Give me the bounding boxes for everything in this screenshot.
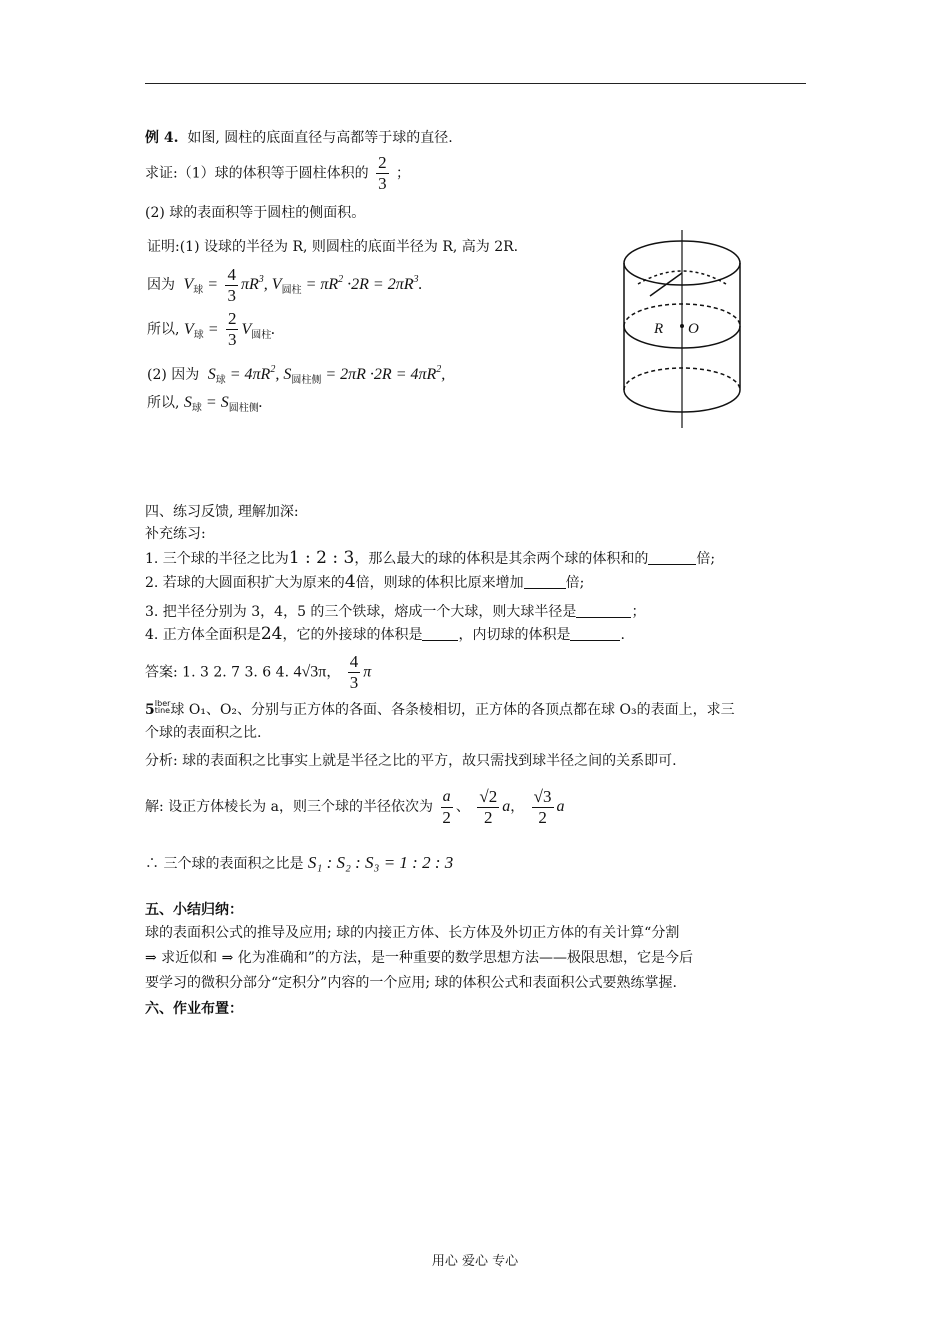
example5-therefore: ∴ 三个球的表面积之比是 S₁ : S₂ : S₃ = 1 : 2 : 3 — [145, 853, 454, 872]
example4-heading-line — [145, 128, 453, 148]
example4-heading: 例 4. — [145, 130, 179, 146]
volume-conclusion-line: 所以, $V_球$ = $\frac{2}{3}$ $V_{圆柱}$. — [147, 309, 276, 349]
answers-line: 答案: 1. 3 2. 7 3. 6 4. 4√3π， $\frac{4}{3}$ π — [145, 652, 372, 692]
section5-p1: 球的表面积公式的推导及应用; 球的内接正方体、长方体及外切正方体的有关计算“分割 — [145, 925, 680, 941]
supplement-label: 补充练习: — [145, 526, 206, 542]
question-1: 1. 三个球的半径之比为1 : 2 : 3，那么最大的球的体积是其余两个球的体积和的 倍; — [145, 548, 716, 568]
page-footer: 用心 爱心 专心 — [431, 1254, 519, 1269]
prove-label: 求证:（1）球的体积等于圆柱体积的 — [145, 165, 369, 182]
question-2: 2. 若球的大圆面积扩大为原来的4倍，则球的体积比原来增加 倍; — [145, 572, 585, 592]
cylinder-sphere-figure — [612, 218, 762, 433]
example5-analysis: 分析: 球的表面积之比事实上就是半径之比的平方，故只需找到球半径之间的关系即可. — [145, 753, 677, 769]
section5-title: 五、小结归纳： — [145, 902, 243, 918]
question-4: 4. 正方体全面积是24，它的外接球的体积是 ，内切球的体积是 . — [145, 624, 625, 644]
example5-solution: 解: 设正方体棱长为 a，则三个球的半径依次为 $\frac{a}{2}$ 、 $\frac{√2}{2}$ a， $\frac{√3}{2}$ a — [145, 786, 565, 827]
proof-line1: 证明:(1) 设球的半径为 R, 则圆柱的底面半径为 R, 高为 2R. — [147, 239, 519, 255]
prove-item2: (2) 球的表面积等于圆柱的侧面积。 — [145, 205, 366, 221]
area-formula-line: (2) 因为 $S_球 = 4\pi R^2$, $S_{圆柱侧} = 2\pi R \cdot 2R = 4\pi R^2$, — [147, 364, 446, 386]
label-R: R — [654, 321, 664, 337]
example5-line1: 5Iber tine球 O₁、O₂、分别与正方体的各面、各条棱相切，正方体的各顶点都在球 O₃的表面上，求三 — [145, 699, 735, 718]
header-rule — [145, 83, 806, 84]
label-O: O — [688, 321, 699, 337]
example5-line2: 个球的表面积之比. — [145, 725, 262, 741]
section6-title: 六、作业布置： — [145, 1001, 243, 1017]
volume-formula-line: 因为 $V_球$ = $\frac{4}{3}$ $\pi R^3$, $V_{圆柱} = \pi R^2 \cdot 2R = 2\pi R^3$. — [147, 264, 423, 305]
prove-line: 求证:（1）球的体积等于圆柱体积的 $\frac{2}{3}$ ； — [145, 153, 411, 193]
question-3: 3. 把半径分别为 3，4，5 的三个铁球，熔成一个大球，则大球半径是 ； — [145, 604, 646, 620]
area-conclusion-line: 所以, $S_球 = S_{圆柱侧}$. — [147, 394, 263, 414]
section5-p3: 要学习的微积分部分“定积分”内容的一个应用; 球的体积公式和表面积公式要熟练掌握. — [145, 975, 677, 991]
section5-p2: ⇒ 求近似和 ⇒ 化为准确和”的方法，是一种重要的数学思想方法——极限思想，它是今后 — [145, 950, 693, 966]
fraction-two-thirds: $\frac{2}{3}$ — [378, 153, 387, 193]
section4-title: 四、练习反馈, 理解加深: — [145, 504, 299, 520]
example4-intro: 如图, 圆柱的底面直径与高都等于球的直径. — [187, 130, 453, 146]
